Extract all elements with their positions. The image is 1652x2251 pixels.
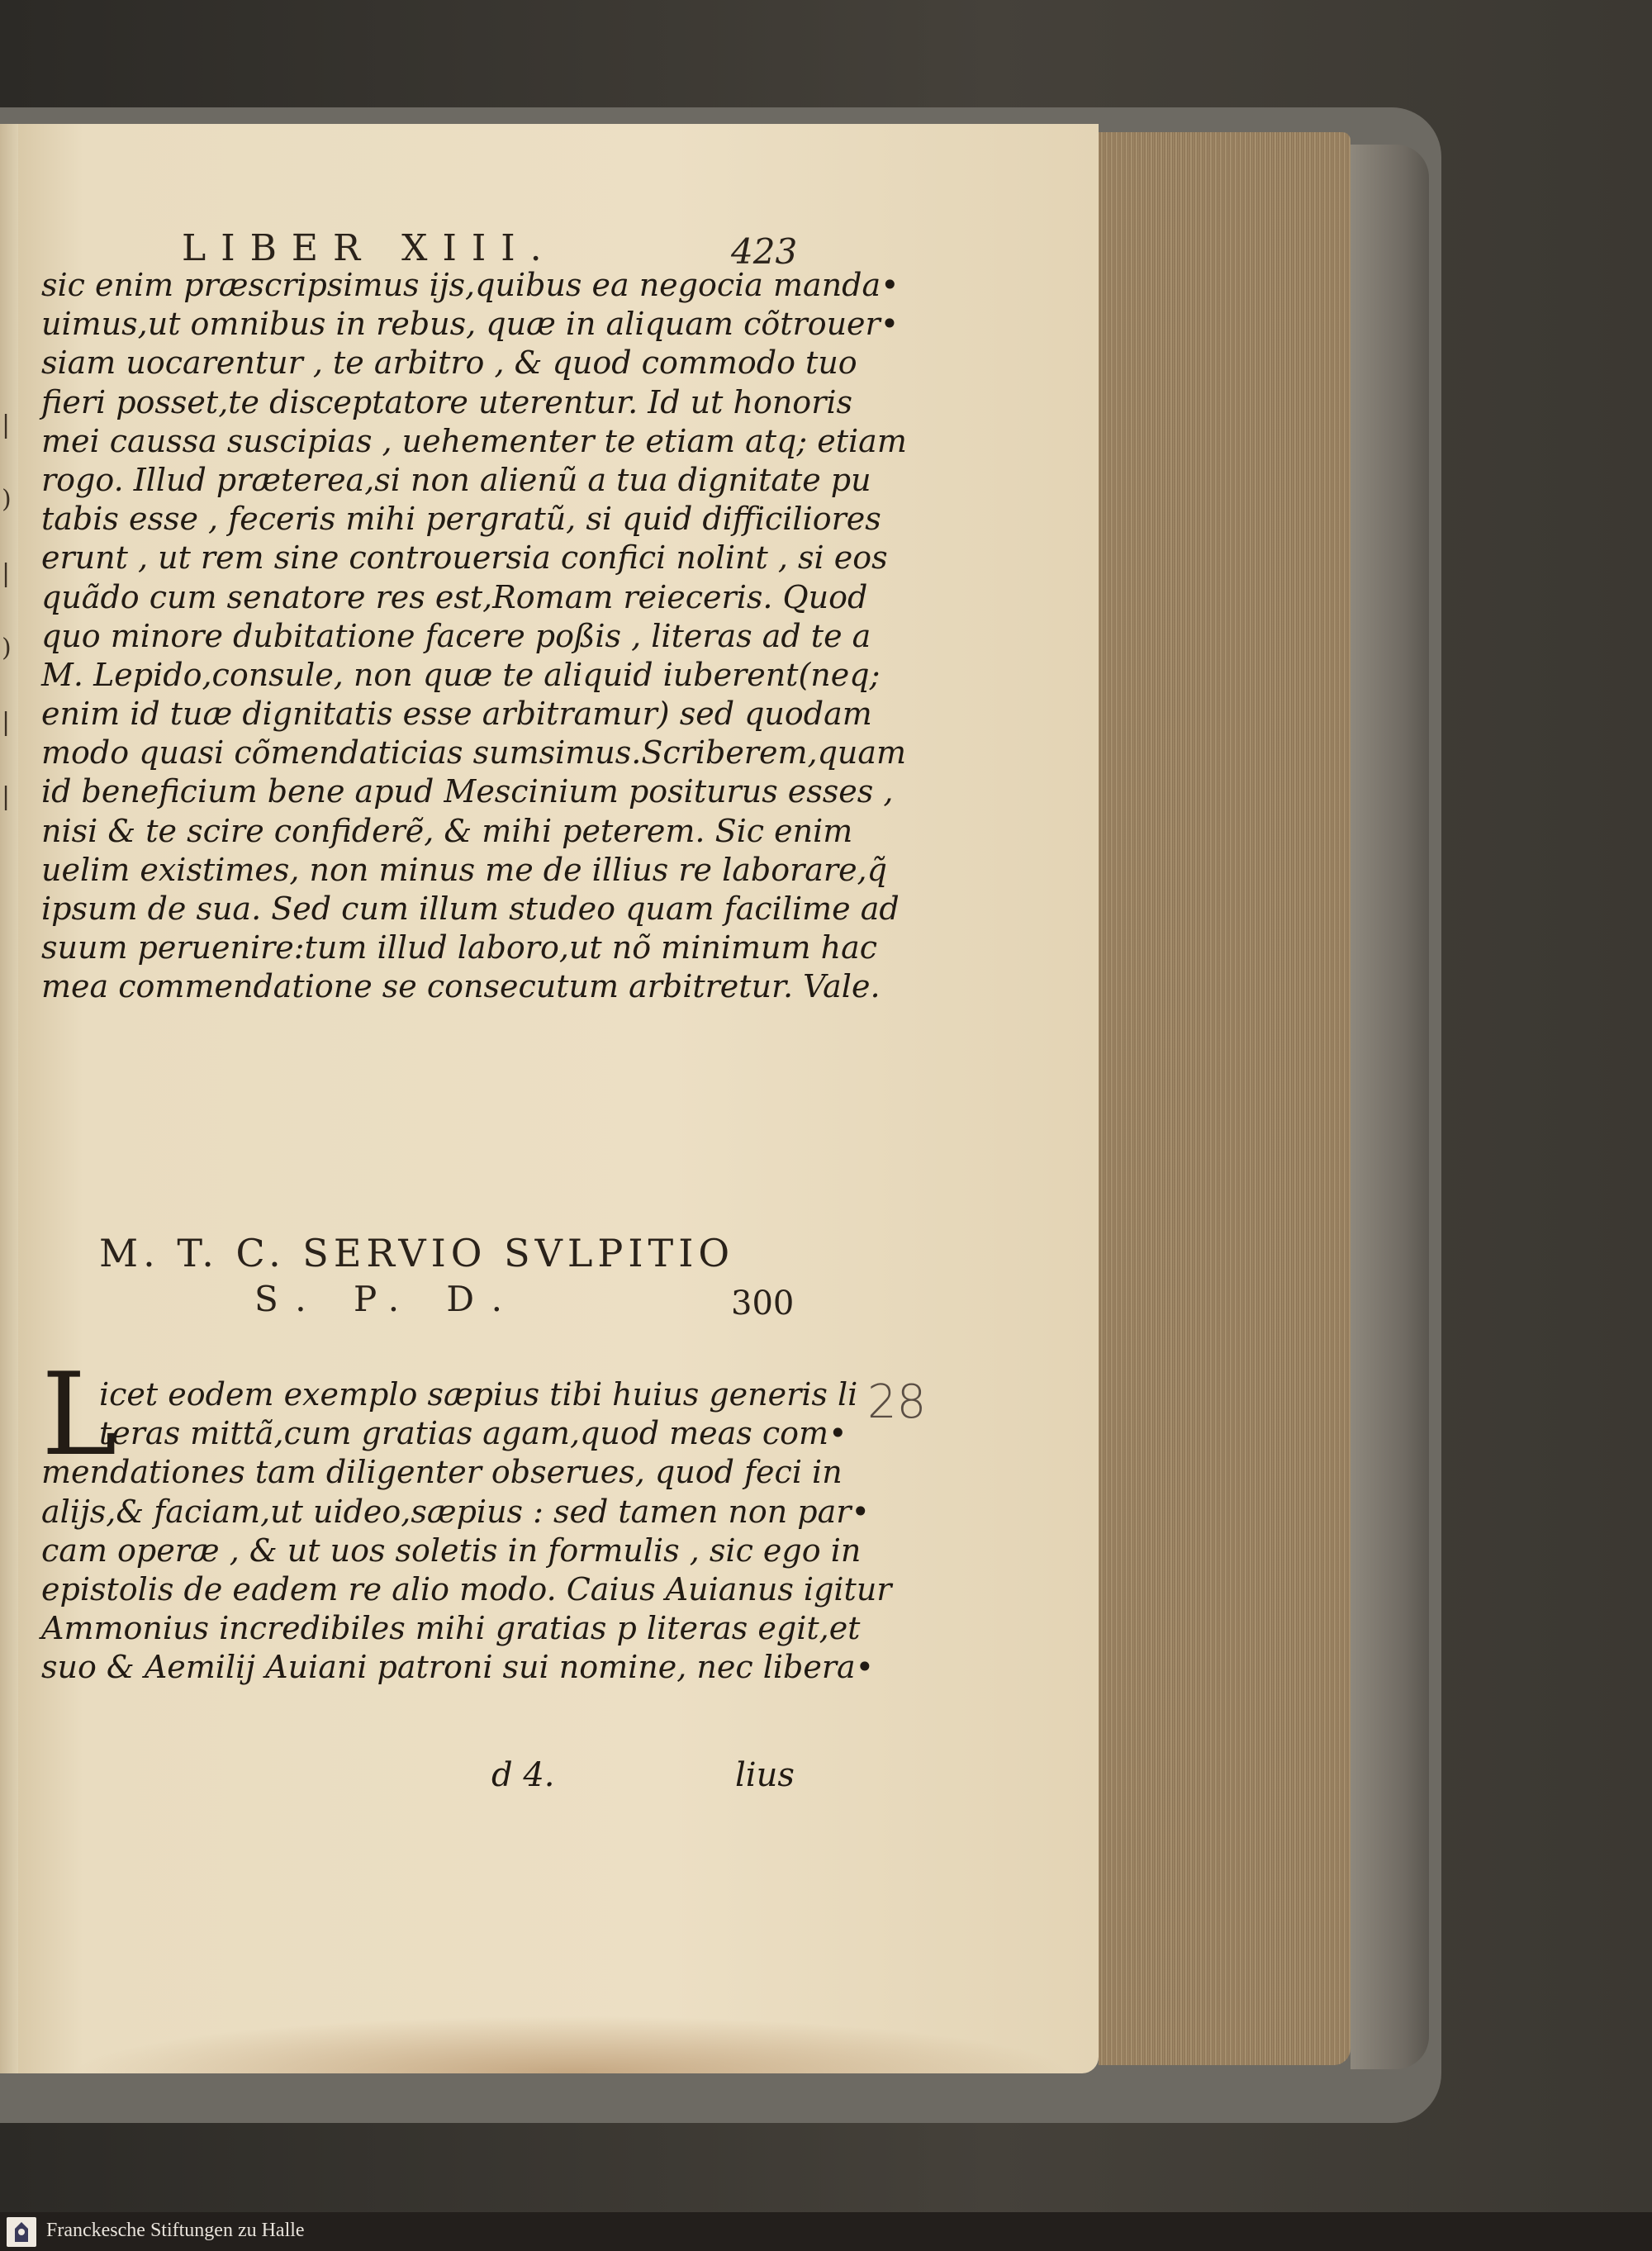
letter-salutation: S. P. D. [254, 1279, 520, 1319]
body-line-text: sic enim præscripsimus ijs,quibus ea negocia manda• [41, 267, 900, 303]
body-line [41, 695, 872, 734]
body-line [41, 772, 894, 811]
letter-line-text: epistolis de eadem re alio modo. Caius Auianus igitur [41, 1570, 892, 1608]
body-line-text: uelim existimes, non minus me de illius re laborare,q̃ [41, 851, 887, 888]
footer-bar [0, 2212, 1652, 2251]
letter-line [41, 1493, 870, 1532]
body-line [41, 578, 868, 617]
body-line [41, 928, 878, 967]
body-line [41, 344, 857, 382]
body-line [41, 461, 871, 500]
letter-line-text: Ammonius incredibiles mihi gratias p literas egit,et [41, 1610, 861, 1647]
handwritten-note: 28 [867, 1375, 927, 1429]
letter-line-text: cam operæ , & ut uos soletis in formulis , sic ego in [41, 1532, 862, 1569]
letter-line [41, 1609, 861, 1648]
catchword: lius [735, 1756, 795, 1794]
body-line [41, 656, 881, 695]
letter-line-text: icet eodem exemplo sæpius tibi huius generis li [99, 1376, 858, 1413]
signature-mark: d 4. [491, 1756, 555, 1794]
orphanage-emblem-icon [12, 2220, 31, 2244]
body-line [41, 734, 907, 772]
page-stain [68, 2016, 1074, 2073]
body-line-text: enim id tuæ dignitatis esse arbitramur) sed quodam [41, 696, 872, 733]
body-line-text: modo quasi cõmendaticias sumsimus.Scriberem,quam [41, 734, 907, 772]
body-line-text: nisi & te scire confiderẽ, & mihi peterem. Sic enim [41, 812, 853, 849]
folio-number: 423 [731, 231, 798, 272]
letter-title: M. T. C. SERVIO SVLPITIO [99, 1231, 735, 1275]
letter-line-text: alijs,& faciam,ut uideo,sæpius : sed tamen non par• [41, 1493, 870, 1530]
body-line [41, 500, 881, 539]
body-line-text: uimus,ut omnibus in rebus, quæ in aliquam cõtrouer• [41, 306, 900, 343]
text-block [41, 266, 907, 1007]
body-line [41, 967, 881, 1006]
letter-line [41, 1570, 892, 1609]
body-line [41, 383, 853, 422]
body-line [41, 812, 853, 851]
body-line [41, 305, 900, 344]
body-line-text: erunt , ut rem sine controuersia confici nolint , si eos [41, 539, 888, 577]
body-line [41, 851, 887, 890]
body-line-text: rogo. Illud præterea,si non alienũ a tua dignitate pu [41, 461, 871, 498]
body-line-text: ipsum de sua. Sed cum illum studeo quam facilime ad [41, 890, 900, 927]
letter-line-text: teras mittã,cum gratias agam,quod meas com• [99, 1415, 847, 1452]
letter-line-text: suo & Aemilij Auiani patroni sui nomine, nec libera• [41, 1649, 875, 1686]
body-line-text: M. Lepido,consule, non quæ te aliquid iuberent(neq; [41, 656, 881, 693]
letter-number: 300 [731, 1285, 795, 1323]
letter-line [41, 1648, 875, 1687]
body-line-text: mea commendatione se consecutum arbitretur. Vale. [41, 968, 881, 1005]
page-edges [1099, 132, 1351, 2065]
body-line-text: tabis esse , feceris mihi pergratũ, si quid difficiliores [41, 501, 881, 538]
institution-logo-icon [7, 2217, 36, 2247]
running-head: LIBER XIII. [182, 227, 557, 269]
body-line-text: quãdo cum senatore res est,Romam reieceris. Quod [41, 578, 868, 615]
cover-edge [1351, 145, 1429, 2069]
letter-line [41, 1532, 862, 1570]
institution-name: Franckesche Stiftungen zu Halle [46, 2220, 305, 2241]
body-line-text: id beneficium bene apud Mescinium positurus esses , [41, 773, 894, 810]
body-line [41, 890, 900, 928]
body-line-text: quo minore dubitatione facere poßis , literas ad te a [41, 617, 871, 654]
drop-cap: L [41, 1348, 117, 1481]
body-line-text: suum peruenire:tum illud laboro,ut nõ minimum hac [41, 929, 878, 966]
body-line [41, 422, 907, 461]
letter-text-block [41, 1375, 892, 1688]
letter-line [41, 1375, 858, 1414]
margin-marks: | ) | ) | | [2, 411, 12, 811]
body-line-text: siam uocarentur , te arbitro , & quod commodo tuo [41, 344, 857, 382]
body-line-text: fieri posset,te disceptatore uterentur. Id ut honoris [41, 383, 853, 420]
body-line-text: mei caussa suscipias , uehementer te etiam atq; etiam [41, 422, 907, 459]
letter-line-text: mendationes tam diligenter obserues, quod feci in [41, 1454, 843, 1491]
body-line [41, 266, 900, 305]
letter-line [41, 1414, 847, 1453]
letter-line [41, 1453, 843, 1492]
body-line [41, 617, 871, 656]
body-line [41, 539, 888, 577]
